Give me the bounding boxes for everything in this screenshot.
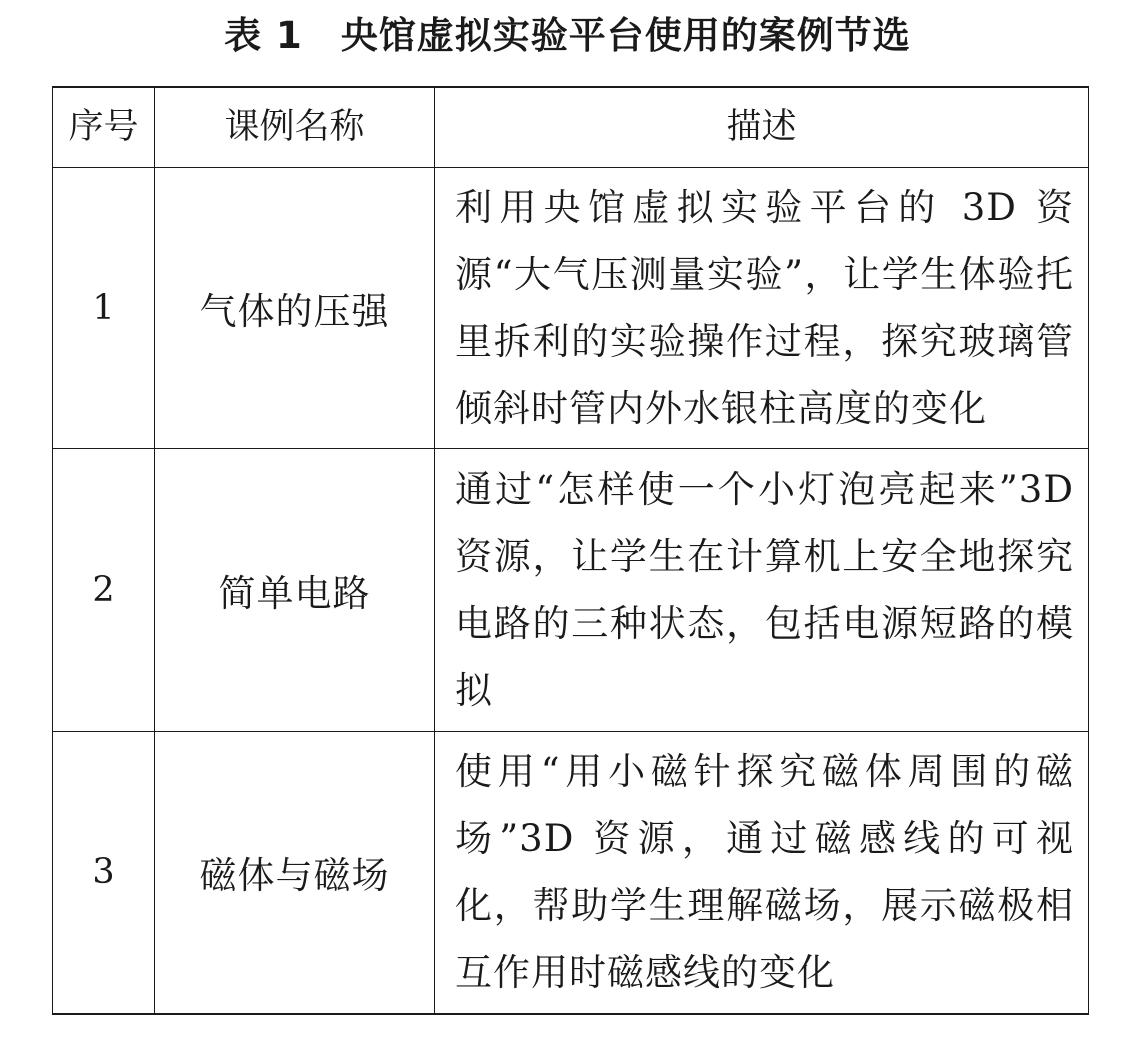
table-row	[53, 167, 1089, 448]
row-description: 使用“用小磁针探究磁体周围的磁场”3D 资源，通过磁感线的可视化，帮助学生理解磁场，展示磁极相互作用时磁感线的变化	[435, 731, 1089, 1014]
table-row	[53, 448, 1089, 731]
header-description: 描述	[435, 87, 1089, 167]
table-caption-title: 央馆虚拟实验平台使用的案例节选	[340, 14, 911, 57]
row-number: 2	[53, 448, 155, 731]
row-name: 简单电路	[155, 448, 435, 731]
cases-table	[52, 86, 1089, 1015]
table-row	[53, 731, 1089, 1014]
table-caption-label: 表 1	[224, 14, 303, 57]
row-description: 通过“怎样使一个小灯泡亮起来”3D 资源，让学生在计算机上安全地探究电路的三种状态，包括电源短路的模拟	[435, 448, 1089, 731]
table-header-row	[53, 87, 1089, 167]
header-name: 课例名称	[155, 87, 435, 167]
row-name: 磁体与磁场	[155, 731, 435, 1014]
table-caption	[0, 12, 1135, 60]
row-number: 1	[53, 167, 155, 448]
row-name: 气体的压强	[155, 167, 435, 448]
header-number: 序号	[53, 87, 155, 167]
row-description: 利用央馆虚拟实验平台的 3D 资源“大气压测量实验”，让学生体验托里拆利的实验操作过程，探究玻璃管倾斜时管内外水银柱高度的变化	[435, 167, 1089, 448]
row-number: 3	[53, 731, 155, 1014]
